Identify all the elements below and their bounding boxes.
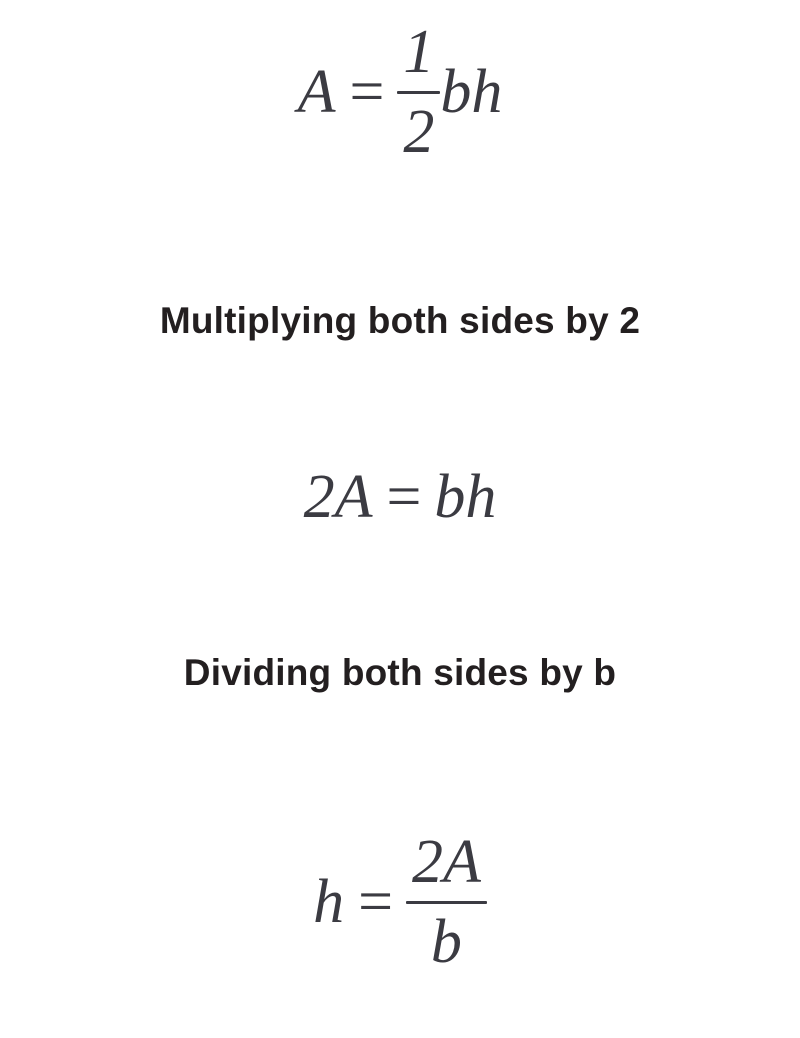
equation-lhs: A [297,58,336,127]
step-text-multiply: Multiplying both sides by 2 [159,300,641,341]
fraction-two-a-over-b [406,830,487,975]
equation-lhs: h [313,868,345,937]
equation-area-formula [0,20,800,165]
fraction-denominator: 2 [403,98,435,167]
equals-sign: = [382,463,425,531]
fraction-denominator: b [430,908,462,977]
equation-height-formula [0,830,800,975]
fraction-numerator: 2A [411,828,481,896]
equation-trailing-term: bh [440,58,503,127]
equation-rhs: bh [434,463,497,531]
step-text-divide: Dividing both sides by b [183,652,617,693]
fraction-one-half [397,20,440,165]
fraction-bar [397,91,440,94]
equals-sign: = [345,58,388,127]
fraction-bar [406,901,487,904]
equation-lhs: 2A [303,463,373,531]
equals-sign: = [354,868,396,937]
equation-multiplied [0,462,800,533]
fraction-numerator: 1 [403,18,435,86]
